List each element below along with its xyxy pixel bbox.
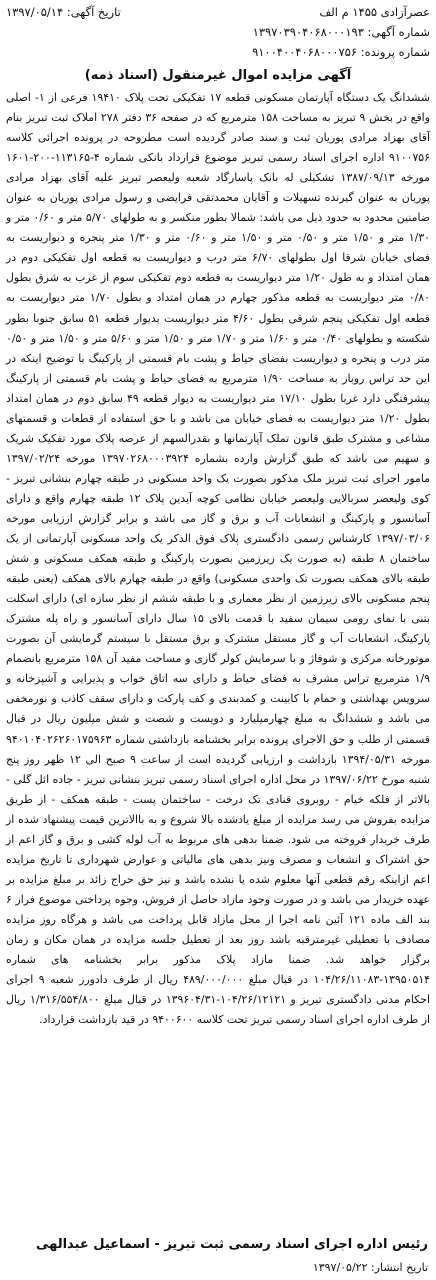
signature: رئیس اداره اجرای اسناد رسمی ثبت تبریز - اسماعیل عبدالهی xyxy=(35,1237,428,1252)
publish-date: تاریخ انتشار: ۱۳۹۷/۰۵/۲۲ xyxy=(312,1261,428,1274)
case-number: شماره پرونده: ۹۱۰۰۴۰۰۴۰۶۸۰۰۰۷۵۶ xyxy=(252,45,430,59)
notice-page xyxy=(4,2,432,1276)
notice-body: ششدانگ یک دستگاه آپارتمان مسکونی قطعه ۱۷ تفکیکی تحت پلاک ۱۹۴۱۰ فرعی از ۱- اصلی واقع در بخش ۹ تبریز به مساحت ۱۵۸ مترمربع که در صفحه ۳۶ دفتر ۲۷۸ املاک ثبت تبریز بنام آقای بهزاد مرادی پوریان ثبت و سند صادر گردیده است مطروحه در پرونده اجرائی کلاسه ۹۱۰۰۷۵۶ اداره اجرای اسناد رسمی تبریز موضوع قرارداد بانکی شماره ۴-۱۱۳۱۶۵-۲۰۰-۱۶۰۱ مورخه ۱۳۸۷/۰۹/۱۳ تشکیلی له بانک پاسارگاد شعبه ولیعصر تبریز علیه آقای بهزاد مرادی پوریان به عنوان گیرنده تسهیلات و آقایان محمدتقی فرایضی و رسول مرادی پوریان به عنوان ضامنین محدود به حدود ذیل می باشد: شمالا بطور منکسر و به طولهای ۵/۷۰ متر و ۰/۶۰ متر و ۱/۳۰ متر و ۱/۵۰ متر و ۰/۵۰ متر و ۱/۵۰ متر و ۰/۶۰ متر و ۱/۳۰ متر پنجره و دیواریست به فضای خیابان شرقا اول بطولهای ۶/۷۰ متر درب و دیواریست به قطعه اول تفکیکی دوم در همان امتداد و به طول ۱/۲۰ متر دیواریست به قطعه دوم تفکیکی سوم از غرب به شرق بطول ۰/۸۰ متر دیواریست به قطعه مذکور چهارم در همان امتداد و بطول ۱/۷۰ متر دیواریست به قطعه اول تفکیکی پنجم شرقی بطول ۴/۶۰ متر دیواریست بدیوار قطعه ۵۱ سابق جنوبا بطور شکسته و بطولهای ۰/۴۰ متر و ۱/۶۰ متر و ۱/۷۰ متر و ۱/۵۰ متر و ۵/۶۰ متر و ۱/۵۰ متر و ۰/۵۰ متر درب و پنجره و دیواریست بفضای حیاط و پشت بام قسمتی از پارکینگ با توضیح اینکه در این حد تراس روباز به مساحت ۱/۹۰ مترمربع به فضای حیاط و پشت بام قسمتی از پارکینگ پیشرفتگی دارد غربا بطول ۱۷/۱۰ متر دیواریست به دیوار قطعه ۴۹ سابق دوم در همان امتداد بطول ۱/۲۰ متر دیواریست به فضای خیابان می باشد و با حق استفاده از قطعات و قسمتهای مشاعی و مشترک طبق قانون تملک آپارتمانها و بقدرالسهم از عرصه پلاک مورد تفکیک شریک و سهیم می باشد که طبق گزارش وارده بشماره ۱۳۹۷۰۲۶۸۰۰۰۳۹۲۴ مورخه ۱۳۹۷/۰۲/۲۴ مامور اجرای ثبت تبریز ملک مذکور بصورت یک واحد مسکونی در طبقه چهارم بنشانی تبریز - کوی ولیعصر سربالایی ولیعصر خیابان نظامی کوچه آیدین پلاک ۱۲ طبقه چهارم واقع و دارای آسانسور و پارکینگ و انشعابات آب و برق و گاز می باشد و برابر گزارش ارزیابی مورخه ۱۳۹۷/۰۳/۰۶ کارشناس رسمی دادگستری پلاک فوق الذکر یک واحد مسکونی آپارتمانی از یک ساختمان ۸ طبقه (به صورت یک زیرزمین بصورت پارکینگ و طبقه همکف مسکونی و شش طبقه بالای همکف بصورت تک واحدی مسکونی) واقع در طبقه چهارم بالای همکف (یعنی طبقه پنجم مسکونی بالای زیرزمین از نظر معماری و با طبقه ششم از نظر سازه ای) دارای اسکلت بتنی با نمای رومی سیمان سفید با قدمت بالای ۱۵ سال دارای آسانسور و راه پله مشترک پارکینگ، انشعابات آب و گاز مستقل مشترک و برق مستقل با سیستم گرمایشی آن بصورت موتورخانه مرکزی و شوفاژ و با سرمایش کولر گازی و مساحت مفید آن ۱۵۸ مترمربع بانضمام ۱/۹ مترمربع تراس مشرف به فضای حیاط و دارای سه اتاق خواب و پذیرایی و آشپزخانه و سرویس بهداشتی و حمام با کابینت و کمدبندی و کف پارکت و دارای سقف کاذب و نورمخفی می باشد و ششدانگ به مبلغ چهارمیلیارد و دویست و شصت و شش میلیون ریال در قبال قسمتی از طلب و حق الاجرای پرونده برابر بخشنامه بازداشتی شماره ۹۴۰۱۰۴۰۲۶۲۶۰۱۷۵۹۶۳ مورخه ۱۳۹۴/۰۵/۳۱ بازداشت و ارزیابی گردیده است از ساعت ۹ صبح الی ۱۲ ظهر روز پنج شنبه مورخ ۱۳۹۷/۰۶/۲۲ در محل اداره اجرای اسناد رسمی تبریز بنشانی تبریز - جاده ائل گلی - بالاتر از فلکه خیام - روبروی قنادی تک درخت - ساختمان پست - طبقه همکف - از طریق مزایده بفروش می رسد مزایده از مبلغ یادشده بالا شروع و به باالاترین قیمت پیشنهاد شده از طرف خریدار فروخته می شود. ضمنا بدهی های مربوط به آب لوله کشی و برق و گاز اعم از حق اشتراک و انشعاب و مصرف ونیز بدهی های مالیاتی و عوارض شهرداری تا تاریخ مزایده اعم ازاینکه رقم قطعی آنها معلوم شده یا نشده باشد و نیز حق حراج زائد بر مبلغ مزایده بر عهده خریدار می باشد و در صورت وجود مازاد حاصل از فروش، وجوه پرداختی موضوع فراز ۶ بند الف ماده ۱۲۱ آئین نامه اجرا از محل مازاد قابل پرداخت می باشد و هرگاه روز مزایده مصادف با تعطیلی غیرمترقبه باشد روز بعد از تعطیل جلسه مزایده در همان مکان و زمان برگزار خواهد شد. ضمنا مازاد پلاک مذکور برابر بخشنامه های شماره ۱۳۹۵۰۵۱۴-۱۰۴/۲۶/۱۱۰۸۳ در قبال مبلغ ۴۸۹/۰۰۰/۰۰۰ ریال از طرف دادورز شعبه ۹ اجرای احکام مدنی دادگستری تبریز و ۱۰۴/۲۶/۱۲۱۲۱-۱۳۹۶۰۴/۳۱ در قبال مبلغ ۱/۳۱۶/۵۵۴/۸۰۰ ریال از طرف اداره اجرای اسناد رسمی تبریز تحت کلاسه ۹۴۰۰۶۰۰ در قید بازداشت قرارداد. xyxy=(6,91,431,1027)
notice-date: تاریخ آگهی: ۱۳۹۷/۰۵/۱۴ xyxy=(6,5,121,19)
notice-header xyxy=(4,2,432,66)
notice-title: آگهی مزایده اموال غیرمنقول (اسناد ذمه) xyxy=(84,68,352,83)
newspaper-ref: عصرآزادی ۱۴۵۵ م الف xyxy=(319,5,430,19)
header-ids xyxy=(130,2,430,62)
notice-number: شماره آگهی: ۱۳۹۷۰۳۹۰۴۰۶۸۰۰۰۱۹۳ xyxy=(252,25,430,39)
